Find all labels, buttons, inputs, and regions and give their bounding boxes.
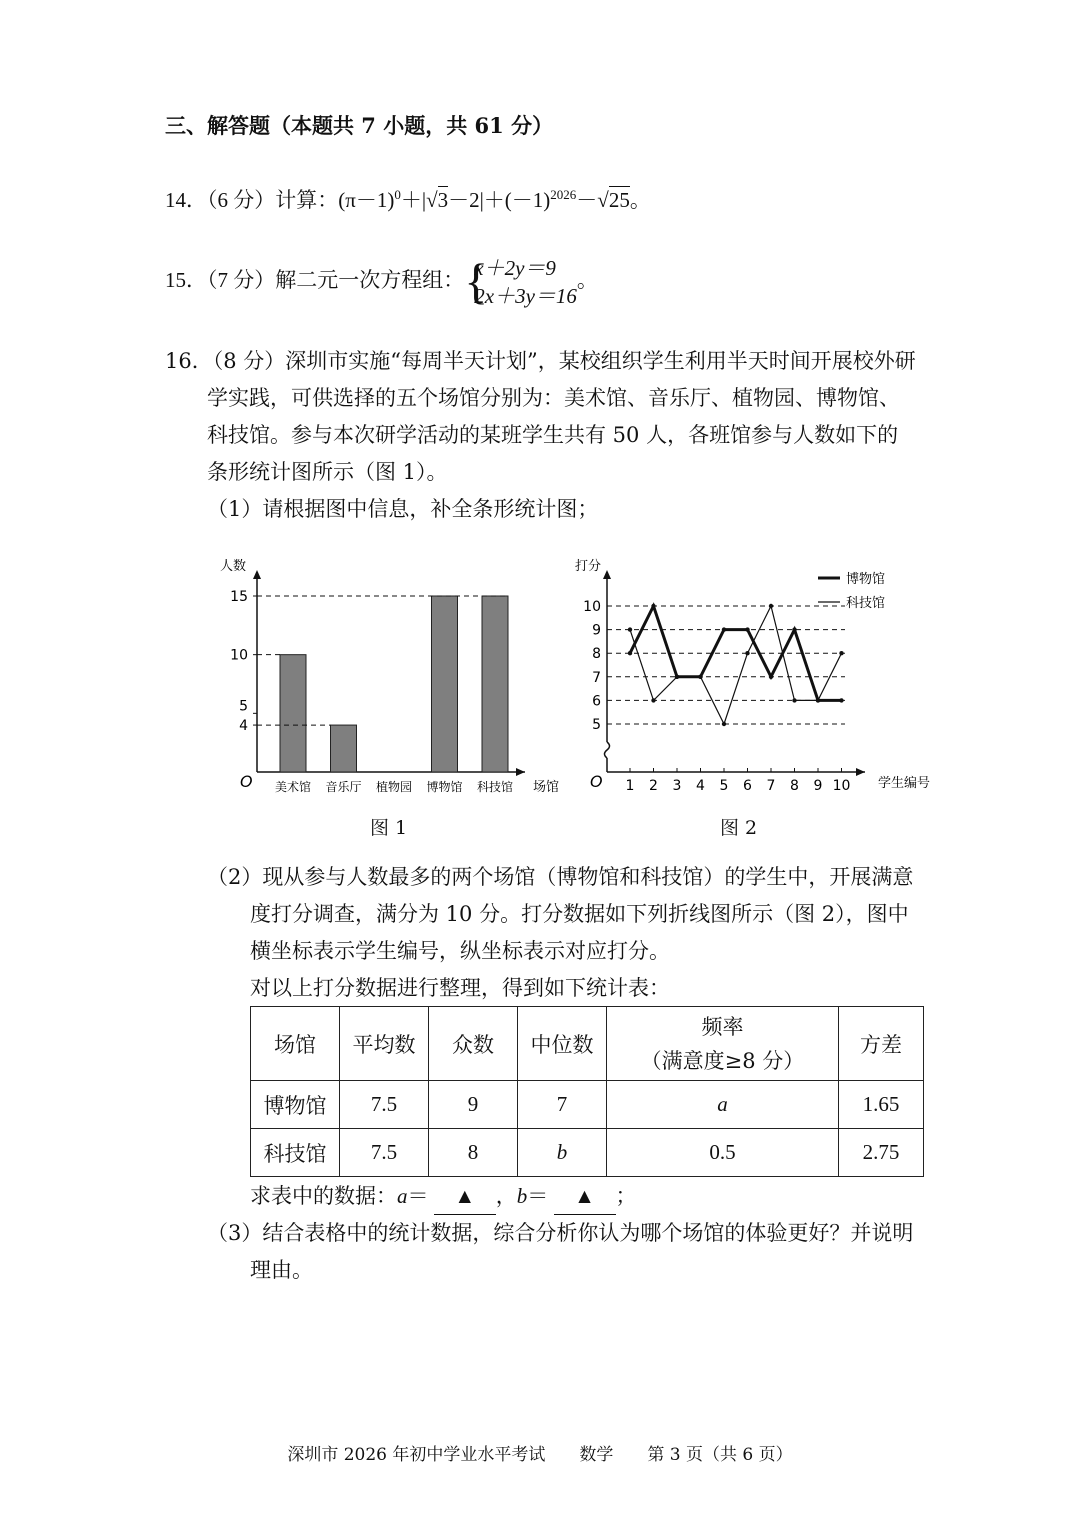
table-row xyxy=(251,1081,924,1129)
figure-2-caption: 图 2 xyxy=(720,817,758,839)
q15-end: 。 xyxy=(576,268,598,292)
x-tick-label: 4 xyxy=(696,778,705,794)
x-tick-label: 3 xyxy=(672,778,682,794)
data-point xyxy=(628,627,632,631)
bar xyxy=(331,725,357,772)
y-axis-arrow-icon xyxy=(253,570,261,579)
bar xyxy=(280,655,306,772)
q16-number: 16． xyxy=(165,349,213,373)
y-tick-label: 6 xyxy=(592,693,601,710)
q16-part1: （1）请根据图中信息，补全条形统计图； xyxy=(207,497,599,521)
q14-exponent: 0 xyxy=(394,187,401,202)
table-cell: 7.5 xyxy=(340,1081,429,1129)
q16-part2: 横坐标表示学生编号，纵坐标表示对应打分。 xyxy=(250,939,670,963)
triangle-icon: ▲ xyxy=(574,1184,595,1208)
q16-part2: （2）现从参与人数最多的两个场馆（博物馆和科技馆）的学生中，开展满意 xyxy=(207,865,914,889)
table-cell: 科技馆 xyxy=(251,1129,340,1177)
x-tick-label: 6 xyxy=(743,778,752,794)
x-tick-label: 科技馆 xyxy=(476,780,514,794)
y-tick-label: 8 xyxy=(592,646,601,663)
q14-sqrt-radicand: 25 xyxy=(608,188,630,212)
equation-1: x＋2y＝9 xyxy=(474,256,556,281)
legend-label: 科技馆 xyxy=(846,596,886,611)
x-tick-label: 7 xyxy=(766,778,776,794)
y-tick-label: 5 xyxy=(592,717,601,733)
x-tick-label: 音乐厅 xyxy=(325,780,362,794)
question-14 xyxy=(165,177,651,218)
data-point xyxy=(628,651,632,655)
frequency-subheader: （满意度≥8 分） xyxy=(640,1048,805,1073)
equation-2: 2x＋3y＝16 xyxy=(474,284,577,309)
table-header-row xyxy=(251,1007,924,1081)
x-axis-label: 学生编号 xyxy=(878,776,931,791)
table-cell: 博物馆 xyxy=(251,1081,340,1129)
table-header-cell: 众数 xyxy=(429,1007,518,1081)
y-axis-arrow-icon xyxy=(603,570,611,579)
y-tick-label: 4 xyxy=(239,718,248,735)
y-axis-label: 人数 xyxy=(220,559,247,574)
table-cell: 7 xyxy=(518,1081,607,1129)
x-axis-label: 场馆 xyxy=(533,780,560,795)
y-axis-label: 打分 xyxy=(575,559,602,574)
equals-sign: ＝ xyxy=(407,1184,429,1208)
table-cell: a xyxy=(607,1081,839,1129)
data-point xyxy=(792,627,796,631)
equation-system xyxy=(464,254,577,310)
data-point xyxy=(769,604,773,608)
data-point xyxy=(745,651,749,655)
table-header-cell xyxy=(607,1007,839,1081)
table-header-cell: 场馆 xyxy=(251,1007,340,1081)
data-point xyxy=(839,651,843,655)
data-point xyxy=(651,604,655,608)
data-point xyxy=(792,698,796,702)
y-tick-label: 5 xyxy=(239,698,248,715)
q14-points: （6 分） xyxy=(207,188,276,212)
question-16-line xyxy=(165,343,916,379)
q14-prompt: 计算： xyxy=(275,188,339,212)
q16-text: 深圳市实施“每周半天计划”，某校组织学生利用半天时间开展校外研 xyxy=(285,349,916,373)
q15-points: （7 分） xyxy=(207,268,276,292)
q14-expr-part: ＋| xyxy=(400,188,427,212)
bar-chart-figure-1 xyxy=(200,550,570,800)
q16-part3: 理由。 xyxy=(250,1258,313,1282)
q14-sqrt-radicand: 3 xyxy=(437,188,449,212)
x-axis-arrow-icon xyxy=(856,768,865,776)
q16-part3: （3）结合表格中的统计数据，综合分析你认为哪个场馆的体验更好？并说明 xyxy=(207,1221,914,1245)
table-cell: 9 xyxy=(429,1081,518,1129)
data-point xyxy=(839,698,843,702)
comma: ， xyxy=(495,1184,517,1208)
table-cell: 1.65 xyxy=(839,1081,924,1129)
frequency-header: 频率 xyxy=(701,1014,744,1039)
table-cell: 8 xyxy=(429,1129,518,1177)
origin-label: O xyxy=(240,772,253,791)
table-header-cell: 方差 xyxy=(839,1007,924,1081)
table-cell: 7.5 xyxy=(340,1129,429,1177)
data-point xyxy=(745,627,749,631)
x-tick-label: 植物园 xyxy=(375,780,413,794)
section-title: 三、解答题（本题共 7 小题，共 61 分） xyxy=(165,113,554,138)
data-point xyxy=(722,627,726,631)
q16-part2: 度打分调查，满分为 10 分。打分数据如下列折线图所示（图 2），图中 xyxy=(250,902,909,926)
q14-end: 。 xyxy=(629,188,651,212)
x-tick-label: 5 xyxy=(719,778,729,794)
data-point xyxy=(722,722,726,726)
q14-exponent: 2026 xyxy=(550,187,577,202)
q16-points: （8 分） xyxy=(212,349,286,373)
x-tick-label: 9 xyxy=(813,778,823,794)
table-cell: b xyxy=(518,1129,607,1177)
data-point xyxy=(769,675,773,679)
sqrt-sign: √ xyxy=(597,188,609,212)
data-point xyxy=(675,675,679,679)
bar xyxy=(482,596,508,772)
q14-number: 14． xyxy=(165,188,207,212)
y-tick-label: 7 xyxy=(592,669,601,686)
q14-expr-part: － xyxy=(576,188,598,212)
question-15 xyxy=(165,250,598,310)
line-chart-figure-2 xyxy=(565,550,940,800)
axis-break-icon xyxy=(605,742,610,758)
equals-sign: ＝ xyxy=(527,1184,549,1208)
table-row xyxy=(251,1129,924,1177)
figure-1-caption: 图 1 xyxy=(370,817,408,839)
table-header-cell: 中位数 xyxy=(518,1007,607,1081)
bar xyxy=(432,596,458,772)
variable-b: b xyxy=(516,1184,528,1208)
q16-text: 条形统计图所示（图 1）。 xyxy=(207,460,448,484)
q15-prompt: 解二元一次方程组： xyxy=(275,268,465,292)
variable-a: a xyxy=(397,1184,408,1208)
x-tick-label: 8 xyxy=(790,778,799,794)
brace-icon: { xyxy=(464,253,489,310)
answer-prompt xyxy=(250,1178,637,1215)
x-tick-label: 博物馆 xyxy=(426,780,463,794)
x-axis-arrow-icon xyxy=(516,768,525,776)
series-line xyxy=(630,606,842,724)
triangle-icon: ▲ xyxy=(454,1184,476,1208)
x-tick-label: 美术馆 xyxy=(274,780,312,794)
data-point xyxy=(698,675,702,679)
q14-expr-part: (π－1) xyxy=(338,188,395,212)
page-footer: 深圳市 2026 年初中学业水平考试 数学 第 3 页（共 6 页） xyxy=(287,1445,793,1465)
data-point xyxy=(651,698,655,702)
table-cell: 2.75 xyxy=(839,1129,924,1177)
answer-blank-a[interactable] xyxy=(434,1178,496,1215)
table-cell: 0.5 xyxy=(607,1129,839,1177)
q16-text: 科技馆。参与本次研学活动的某班学生共有 50 人，各班馆参与人数如下的 xyxy=(207,423,899,447)
x-tick-label: 2 xyxy=(649,778,658,794)
y-tick-label: 10 xyxy=(583,599,601,615)
legend-label: 博物馆 xyxy=(846,572,886,587)
table-header-cell: 平均数 xyxy=(340,1007,429,1081)
semicolon: ； xyxy=(615,1184,637,1208)
q14-expr-part: －2|＋(－1) xyxy=(448,188,551,212)
data-point xyxy=(816,698,820,702)
q16-part2: 对以上打分数据进行整理，得到如下统计表： xyxy=(250,976,670,1000)
x-tick-label: 1 xyxy=(625,778,635,794)
origin-label: O xyxy=(590,772,603,791)
q15-number: 15． xyxy=(165,268,207,292)
statistics-table xyxy=(250,1006,924,1177)
answer-blank-b[interactable] xyxy=(554,1178,616,1215)
answer-prefix: 求表中的数据： xyxy=(250,1184,397,1208)
x-tick-label: 10 xyxy=(832,778,851,794)
q16-text: 学实践，可供选择的五个场馆分别为：美术馆、音乐厅、植物园、博物馆、 xyxy=(207,386,900,410)
y-tick-label: 15 xyxy=(230,589,248,605)
y-tick-label: 9 xyxy=(592,622,601,639)
y-tick-label: 10 xyxy=(230,647,248,664)
sqrt-sign: √ xyxy=(426,188,438,212)
